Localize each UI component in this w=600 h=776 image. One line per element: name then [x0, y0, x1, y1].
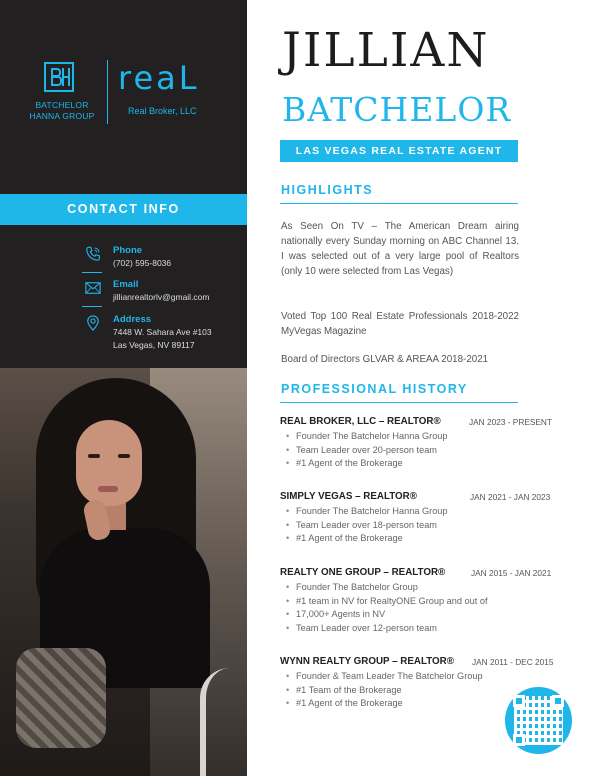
job-bullets: [286, 505, 526, 546]
list-item: • Founder The Batchelor Hanna Group: [286, 505, 526, 519]
highlight-paragraph: As Seen On TV – The American Dream airing nationally every Sunday morning on ABC Channel 13. I was selected out of a very large pool of Realtors (only 10 were selected from Las Vegas): [281, 221, 519, 277]
address-value: [113, 326, 212, 352]
highlight-paragraph: Voted Top 100 Real Estate Professionals 2018-2022 MyVegas Magazine: [281, 311, 519, 337]
address-line2: Las Vegas, NV 89117: [113, 340, 195, 350]
phone-icon: [84, 245, 102, 263]
broker-name: Real Broker, LLC: [128, 106, 197, 116]
phone-value[interactable]: (702) 595-8036: [113, 258, 172, 268]
list-item: • #1 Agent of the Brokerage: [286, 457, 526, 471]
job-bullets: [286, 670, 526, 711]
mail-icon: [84, 279, 102, 297]
list-item: • #1 team in NV for RealtyONE Group and out of: [286, 595, 526, 609]
job-dates: JAN 2011 - DEC 2015: [472, 657, 554, 667]
job-title-heading: SIMPLY VEGAS – REALTOR®: [280, 491, 417, 502]
highlights-heading: HIGHLIGHTS: [281, 183, 374, 197]
email-value[interactable]: jillianrealtorlv@gmail.com: [113, 292, 210, 302]
left-sidebar: [0, 0, 247, 776]
job-dates: JAN 2021 - JAN 2023: [470, 492, 551, 502]
team-name-line1: BATCHELOR: [35, 100, 89, 110]
location-pin-icon: [84, 314, 102, 332]
contact-info-banner: [0, 194, 247, 225]
list-item: • Team Leader over 20-person team: [286, 444, 526, 458]
address-line1: 7448 W. Sahara Ave #103: [113, 327, 212, 337]
list-item: • Team Leader over 12-person team: [286, 622, 526, 636]
address-label: Address: [113, 314, 152, 325]
team-name: [22, 100, 102, 122]
first-name: JILLIAN: [282, 23, 490, 78]
history-rule: [280, 402, 518, 403]
list-item: • #1 Team of the Brokerage: [286, 684, 526, 698]
contact-separator: [82, 306, 102, 307]
contact-info-heading: CONTACT INFO: [67, 202, 180, 216]
list-item: • #1 Agent of the Brokerage: [286, 697, 526, 711]
contact-separator: [82, 272, 102, 273]
list-item: • Founder The Batchelor Group: [286, 581, 526, 595]
job-dates: JAN 2023 - PRESENT: [469, 417, 552, 427]
last-name: BATCHELOR: [282, 90, 512, 129]
professional-history-heading: PROFESSIONAL HISTORY: [281, 382, 468, 396]
job-title-heading: REALTY ONE GROUP – REALTOR®: [280, 567, 446, 578]
list-item: • Founder The Batchelor Hanna Group: [286, 430, 526, 444]
team-name-line2: HANNA GROUP: [29, 111, 95, 121]
job-bullets: [286, 430, 526, 471]
email-label: Email: [113, 279, 139, 290]
highlight-paragraph: Board of Directors GLVAR & AREAA 2018-2021: [281, 354, 489, 365]
phone-label: Phone: [113, 245, 143, 256]
list-item: • Team Leader over 18-person team: [286, 519, 526, 533]
agent-portrait-photo: [0, 368, 247, 776]
job-title-banner: [280, 140, 518, 162]
job-title-heading: REAL BROKER, LLC – REALTOR®: [280, 416, 441, 427]
batchelor-hanna-logo-icon: [44, 62, 74, 92]
real-broker-logo: reaL: [118, 59, 200, 97]
job-title-heading: WYNN REALTY GROUP – REALTOR®: [280, 656, 454, 667]
logo-divider: [107, 60, 108, 124]
qr-code-icon[interactable]: [505, 687, 572, 754]
list-item: • 17,000+ Agents in NV: [286, 608, 526, 622]
list-item: • Founder & Team Leader The Batchelor Group: [286, 670, 526, 684]
list-item: • #1 Agent of the Brokerage: [286, 532, 526, 546]
job-title: LAS VEGAS REAL ESTATE AGENT: [295, 145, 503, 157]
highlights-rule: [280, 203, 518, 204]
job-bullets: [286, 581, 526, 636]
logo-area: [0, 58, 247, 128]
job-dates: JAN 2015 - JAN 2021: [471, 568, 552, 578]
